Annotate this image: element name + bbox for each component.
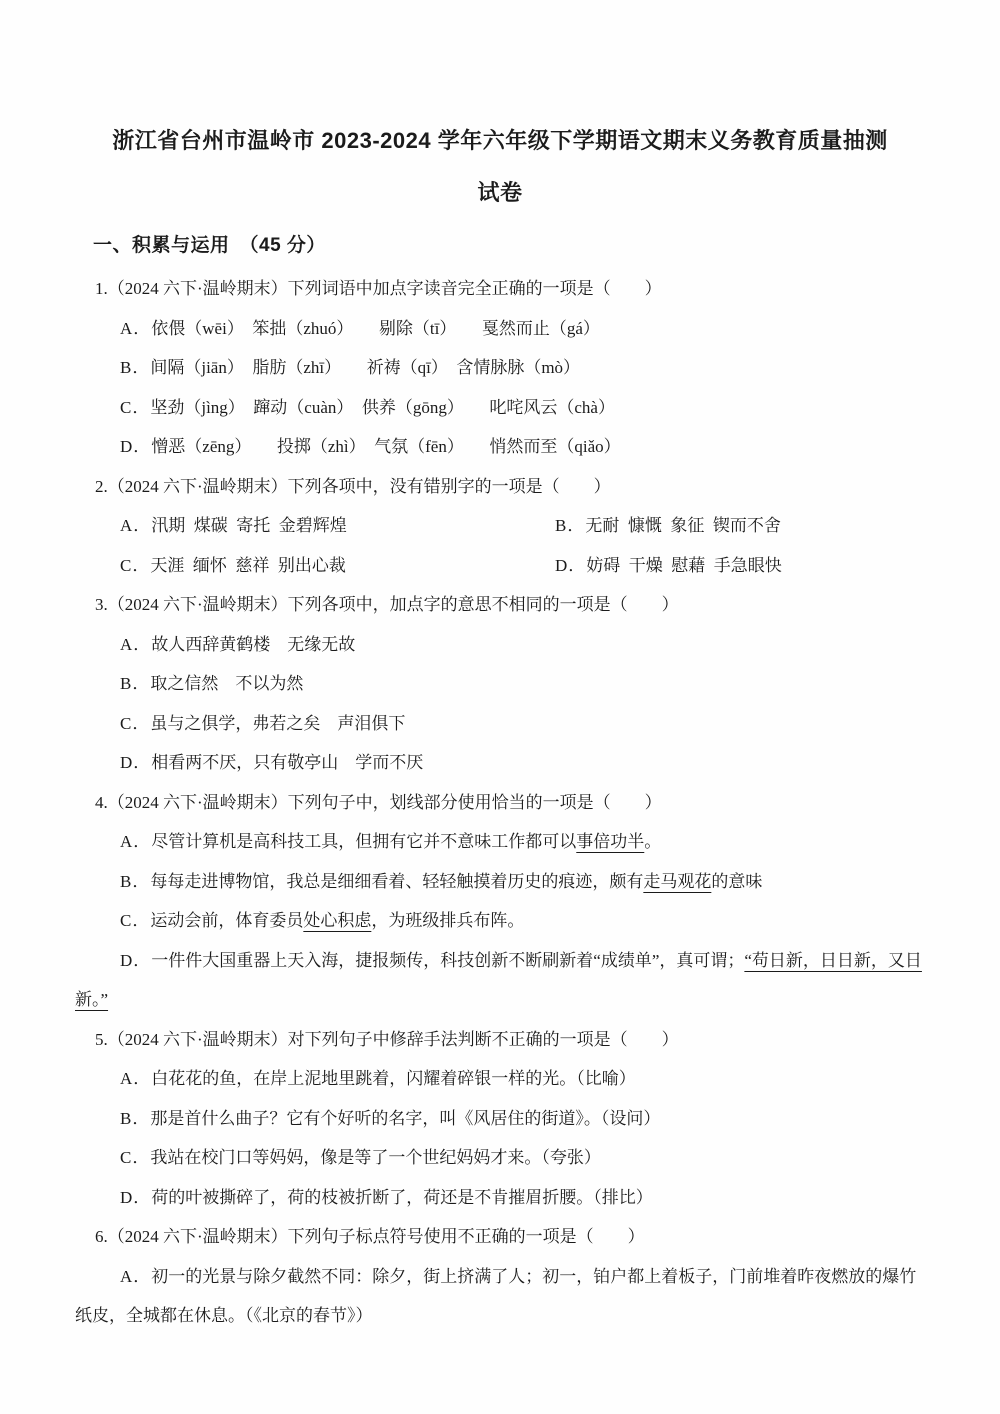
option (75, 941, 925, 1020)
option-text: 故人西辞黄鹤楼 无缘无故 (151, 634, 356, 654)
question-stem: 1.（2024 六下·温岭期末）下列词语中加点字读音完全正确的一项是（ ） (95, 279, 662, 298)
option-text: 荷的叶被撕碎了，荷的枝被折断了，荷还是不肯摧眉折腰。（排比） (151, 1187, 653, 1207)
option-label: A． (120, 516, 152, 535)
option (75, 506, 510, 546)
option-text: 憎恶（zēng） 投掷（zhì） 气氛（fēn） 悄然而至（qiǎo） (151, 437, 621, 456)
option-label: A． (120, 1069, 152, 1088)
questions-container (75, 269, 925, 1336)
option-text: 相看两不厌，只有敬亭山 学而不厌 (151, 753, 424, 772)
option-label: C． (120, 555, 151, 575)
option (75, 348, 925, 388)
option-label: A． (120, 318, 152, 338)
option-label: C． (120, 397, 151, 417)
option-label: A． (120, 1266, 152, 1286)
option (75, 388, 925, 428)
exam-title-line2: 试卷 (477, 180, 523, 205)
option-label: D． (120, 437, 152, 456)
question-block (75, 467, 925, 586)
section-heading: 一、积累与运用 （45 分） (93, 235, 326, 256)
question-block (75, 783, 925, 1020)
underlined-phrase: 走马观花 (643, 871, 712, 891)
option (510, 546, 925, 586)
option-text: 运动会前，体育委员 (150, 911, 304, 930)
option-text: 无耐 慷慨 象征 锲而不舍 (585, 516, 781, 535)
option-label: C． (120, 911, 151, 930)
option-label: D． (120, 753, 152, 772)
question-block (75, 1217, 925, 1336)
option (75, 704, 925, 744)
underlined-phrase: 事倍功半 (576, 832, 645, 851)
option-text: 汛期 煤碳 寄托 金碧辉煌 (151, 516, 347, 535)
option-label: B． (555, 516, 586, 535)
option-text: ，为班级排兵布阵。 (371, 911, 525, 930)
option-text: 每每走进博物馆，我总是细细看着、轻轻触摸着历史的痕迹，颇有 (150, 871, 644, 891)
option-text: 一件件大国重器上天入海，捷报频传，科技创新不断刷新着“成绩单”，真可谓； (151, 950, 745, 970)
option-text: 。 (644, 832, 662, 851)
option-text: 那是首什么曲子？它有个好听的名字，叫《风居住的街道》。（设问） (150, 1108, 661, 1128)
option-text: 取之信然 不以为然 (150, 674, 304, 693)
option (75, 546, 510, 586)
options-grid (75, 506, 925, 585)
option (75, 822, 925, 862)
option-text: 我站在校门口等妈妈，像是等了一个世纪妈妈才来。（夸张） (150, 1148, 601, 1167)
option (75, 427, 925, 467)
underlined-phrase: 处心积虑 (303, 911, 372, 930)
option-text: 依偎（wēi） 笨拙（zhuó） 剔除（tī） 戛然而止（gá） (151, 318, 600, 338)
question-stem: 6.（2024 六下·温岭期末）下列句子标点符号使用不正确的一项是（ ） (95, 1227, 645, 1246)
option (75, 862, 925, 902)
option-text: 的意味 (711, 871, 763, 891)
option-label: B． (120, 871, 151, 891)
option (75, 1257, 925, 1336)
option-text: 坚劲（jìng） 蹿动（cuàn） 供养（gōng） 叱咤风云（chà） (150, 397, 615, 417)
exam-title-line1: 浙江省台州市温岭市 2023-2024 学年六年级下学期语文期末义务教育质量抽测 (112, 128, 888, 153)
option-text: 天涯 缅怀 慈祥 别出心裁 (150, 555, 346, 575)
option-label: B． (120, 1108, 151, 1128)
option (75, 625, 925, 665)
option (510, 506, 925, 546)
option-label: D． (120, 1187, 152, 1207)
question-block (75, 585, 925, 783)
option (75, 309, 925, 349)
option-text: 白花花的鱼，在岸上泥地里跳着，闪耀着碎银一样的光。（比喻） (151, 1069, 636, 1088)
question-block (75, 1020, 925, 1218)
option-label: C． (120, 1148, 151, 1167)
option-label: B． (120, 674, 151, 693)
option (75, 1059, 925, 1099)
option-text: 初一的光景与除夕截然不同：除夕，街上挤满了人；初一，铂户都上着板子，门前堆着昨夜燃放的爆竹纸皮，全城都在休息。（《北京的春节》） (75, 1266, 917, 1325)
option-label: C． (120, 713, 151, 733)
question-stem: 5.（2024 六下·温岭期末）对下列句子中修辞手法判断不正确的一项是（ ） (95, 1029, 679, 1049)
option (75, 1138, 925, 1178)
option-label: A． (120, 832, 152, 851)
option (75, 901, 925, 941)
option (75, 1178, 925, 1218)
question-stem: 2.（2024 六下·温岭期末）下列各项中，没有错别字的一项是（ ） (95, 476, 611, 496)
option-text: 妨碍 干燥 慰藉 手急眼快 (586, 555, 782, 575)
question-stem: 4.（2024 六下·温岭期末）下列句子中，划线部分使用恰当的一项是（ ） (95, 792, 662, 812)
underlined-phrase: “苟日新，日日新，又日新。” (75, 950, 922, 1009)
option-label: B． (120, 358, 151, 377)
option-text: 虽与之俱学，弗若之矣 声泪俱下 (150, 713, 406, 733)
question-block (75, 269, 925, 467)
option-text: 间隔（jiān） 脂肪（zhī） 祈祷（qī） 含情脉脉（mò） (150, 358, 581, 377)
option (75, 743, 925, 783)
question-stem: 3.（2024 六下·温岭期末）下列各项中，加点字的意思不相同的一项是（ ） (95, 595, 679, 614)
option-text: 尽管计算机是高科技工具，但拥有它并不意味工作都可以 (151, 832, 577, 851)
option-label: D． (120, 950, 152, 970)
option (75, 1099, 925, 1139)
option (75, 664, 925, 704)
option-label: A． (120, 634, 152, 654)
option-label: D． (555, 555, 587, 575)
